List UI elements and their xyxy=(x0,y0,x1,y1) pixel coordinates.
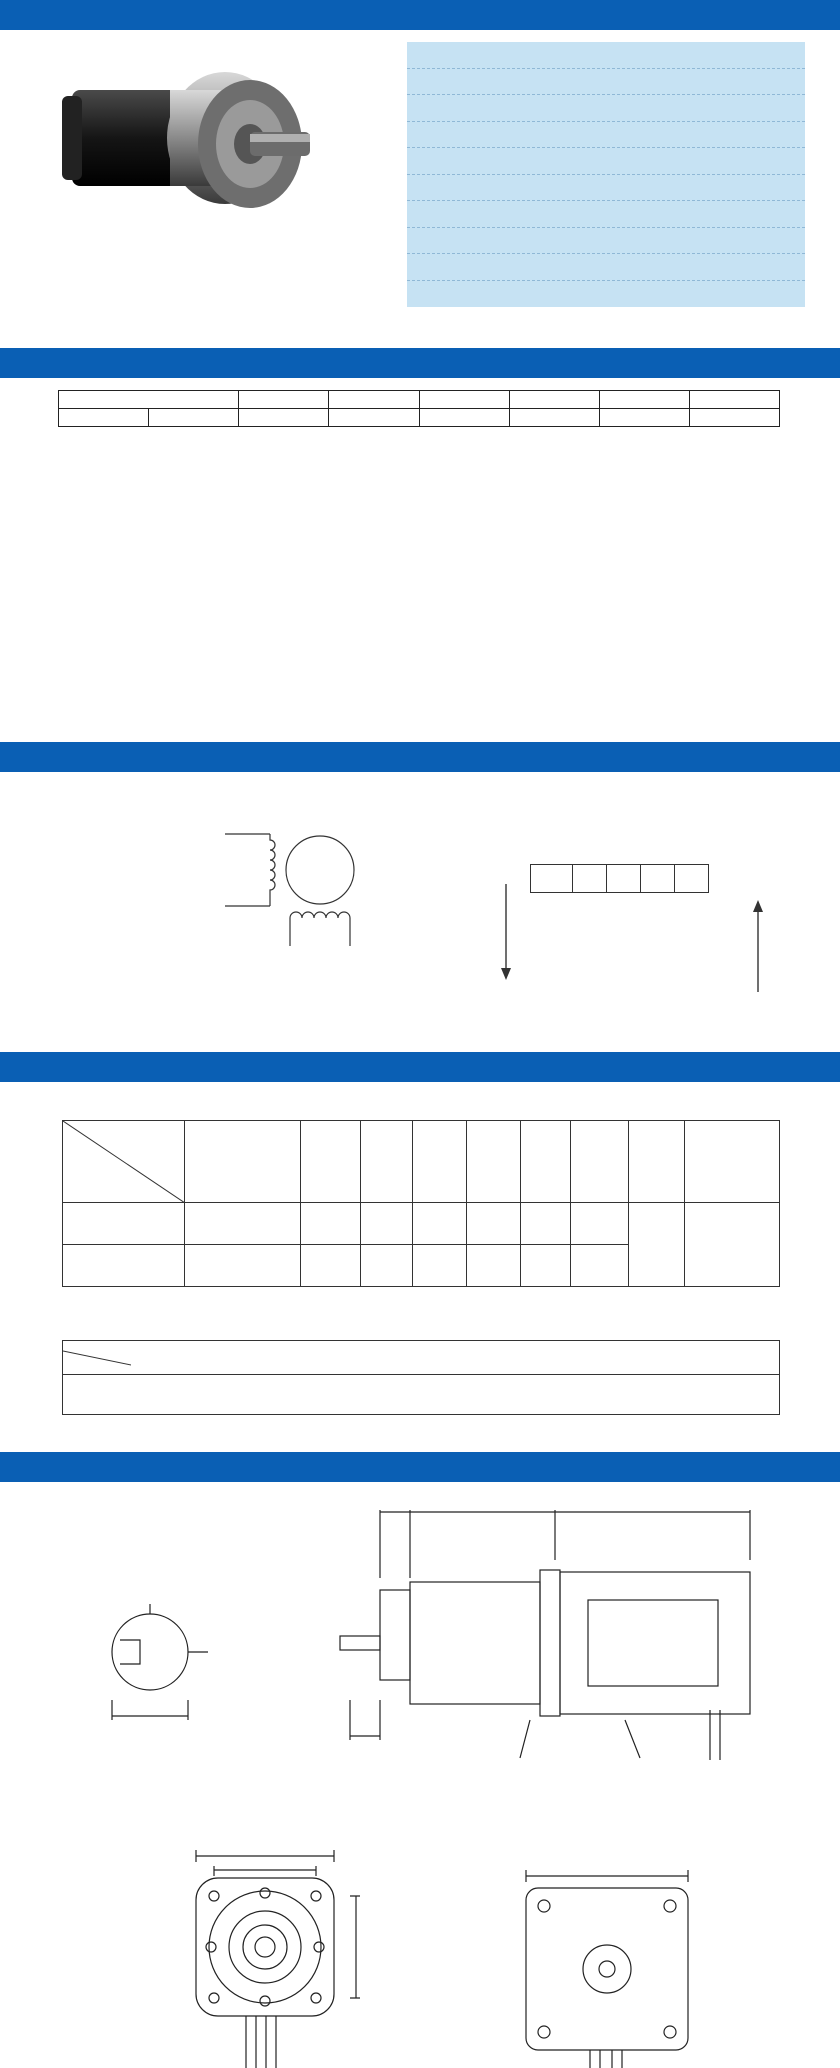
length-table xyxy=(62,1340,780,1415)
header-weight xyxy=(571,1121,629,1203)
unit-current xyxy=(329,409,419,427)
spec-row xyxy=(407,201,805,228)
header-radial xyxy=(629,1121,685,1203)
cell xyxy=(571,1203,629,1245)
section-bar-tech xyxy=(0,348,840,378)
tech-table xyxy=(58,390,780,427)
header-ratio xyxy=(185,1121,301,1203)
cell xyxy=(301,1203,361,1245)
table-row xyxy=(63,1203,780,1245)
cell-radial xyxy=(629,1203,685,1287)
col-length xyxy=(689,391,779,409)
spec-row xyxy=(407,42,805,69)
cell xyxy=(413,1245,467,1287)
unit-leads xyxy=(509,409,599,427)
col-torque xyxy=(419,391,509,409)
cell-ratio-two xyxy=(185,1245,301,1287)
wiring-schematic xyxy=(210,820,380,950)
section-bar-ratio xyxy=(0,1052,840,1082)
header-axial xyxy=(685,1121,780,1203)
section-bar-dims xyxy=(0,1452,840,1482)
spec-row xyxy=(407,95,805,122)
cell xyxy=(413,1203,467,1245)
spec-row xyxy=(407,281,805,308)
dimension-drawings xyxy=(0,1490,840,2068)
spec-list xyxy=(407,42,805,307)
rotation-arrows xyxy=(490,880,780,1000)
cell xyxy=(185,1203,301,1245)
col-double xyxy=(149,409,239,427)
ratio-table xyxy=(62,1120,780,1287)
header-size xyxy=(521,1121,571,1203)
table-unit-row xyxy=(59,409,780,427)
col-model xyxy=(59,391,239,409)
table-header-row xyxy=(63,1121,780,1203)
cell xyxy=(63,1245,185,1287)
header-torque xyxy=(301,1121,361,1203)
cell xyxy=(571,1245,629,1287)
spec-row xyxy=(407,122,805,149)
cell-x xyxy=(63,1375,780,1415)
diag-header-cell xyxy=(63,1341,780,1375)
spec-row xyxy=(407,148,805,175)
unit-weight xyxy=(599,409,689,427)
header-eff xyxy=(361,1121,413,1203)
cell xyxy=(467,1245,521,1287)
cell-axial xyxy=(685,1203,780,1287)
col-single xyxy=(59,409,149,427)
unit-torque xyxy=(419,409,509,427)
cell xyxy=(361,1203,413,1245)
spec-row xyxy=(407,254,805,281)
page-title-bar xyxy=(0,0,840,30)
header-input xyxy=(467,1121,521,1203)
table-row xyxy=(63,1375,780,1415)
table-row xyxy=(63,1341,780,1375)
unit-voltage xyxy=(239,409,329,427)
section-bar-wiring xyxy=(0,742,840,772)
diag-header-cell xyxy=(63,1121,185,1203)
cell xyxy=(521,1203,571,1245)
cell xyxy=(301,1245,361,1287)
spec-row xyxy=(407,69,805,96)
cell xyxy=(521,1245,571,1287)
table-header-row xyxy=(59,391,780,409)
cell xyxy=(467,1203,521,1245)
gear-motor-photo xyxy=(60,60,380,250)
col-leads xyxy=(509,391,599,409)
unit-length xyxy=(689,409,779,427)
header-backlash xyxy=(413,1121,467,1203)
spec-row xyxy=(407,228,805,255)
col-voltage xyxy=(239,391,329,409)
spec-row xyxy=(407,175,805,202)
col-current xyxy=(329,391,419,409)
col-weight xyxy=(599,391,689,409)
cell xyxy=(361,1245,413,1287)
cell xyxy=(63,1203,185,1245)
